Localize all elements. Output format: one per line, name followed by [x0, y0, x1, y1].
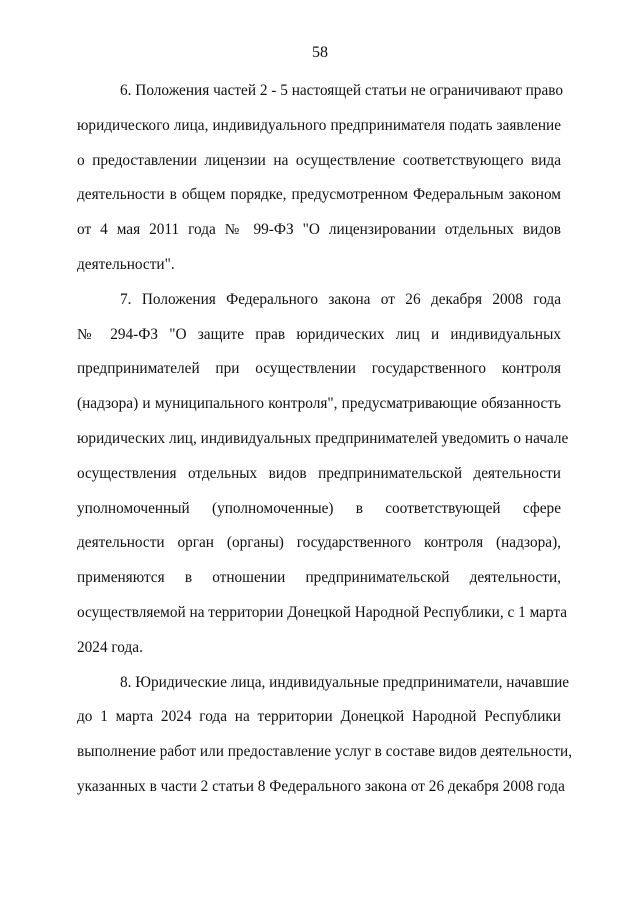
text-line: юридического лица, индивидуального предпринимателя подать заявление [77, 116, 561, 134]
paragraph-7 [77, 286, 569, 669]
text-line: № 294-ФЗ "О защите прав юридических лиц и индивидуальных [77, 325, 561, 343]
paragraph-6 [77, 77, 561, 286]
text-line: выполнение работ или предоставление услуг в составе видов деятельности, [77, 743, 573, 761]
text-line: от 4 мая 2011 года № 99-ФЗ "О лицензировании отдельных видов [77, 221, 561, 239]
text-line: о предоставлении лицензии на осуществление соответствующего вида [77, 151, 561, 169]
document-body [77, 77, 573, 808]
text-line: 2024 года. [77, 638, 143, 656]
page-number: 58 [312, 44, 328, 61]
paragraph-8 [77, 669, 573, 808]
text-line: осуществляемой на территории Донецкой Народной Республики, с 1 марта [77, 603, 568, 621]
text-line: осуществления отдельных видов предпринимательской деятельности [77, 464, 561, 482]
text-line: 8. Юридические лица, индивидуальные предприниматели, начавшие [120, 673, 570, 691]
text-line: 6. Положения частей 2 - 5 настоящей статьи не ограничивают право [120, 82, 563, 99]
text-line: уполномоченный (уполномоченные) в соответствующей сфере [77, 499, 561, 517]
text-line: юридических лиц, индивидуальных предпринимателей уведомить о начале [77, 429, 569, 447]
text-line: деятельности орган (органы) государственного контроля (надзора), [77, 534, 561, 552]
text-line: деятельности". [77, 255, 175, 273]
text-line: указанных в части 2 статьи 8 Федерального закона от 26 декабря 2008 года [77, 777, 565, 795]
text-line: деятельности в общем порядке, предусмотренном Федеральным законом [77, 186, 561, 204]
text-line: (надзора) и муниципального контроля", предусматривающие обязанность [77, 395, 561, 413]
text-line: применяются в отношении предпринимательской деятельности, [77, 569, 561, 587]
text-line: до 1 марта 2024 года на территории Донецкой Народной Республики [77, 708, 561, 726]
text-line: предпринимателей при осуществлении государственного контроля [77, 360, 561, 378]
text-line: 7. Положения Федерального закона от 26 декабря 2008 года [120, 290, 561, 308]
